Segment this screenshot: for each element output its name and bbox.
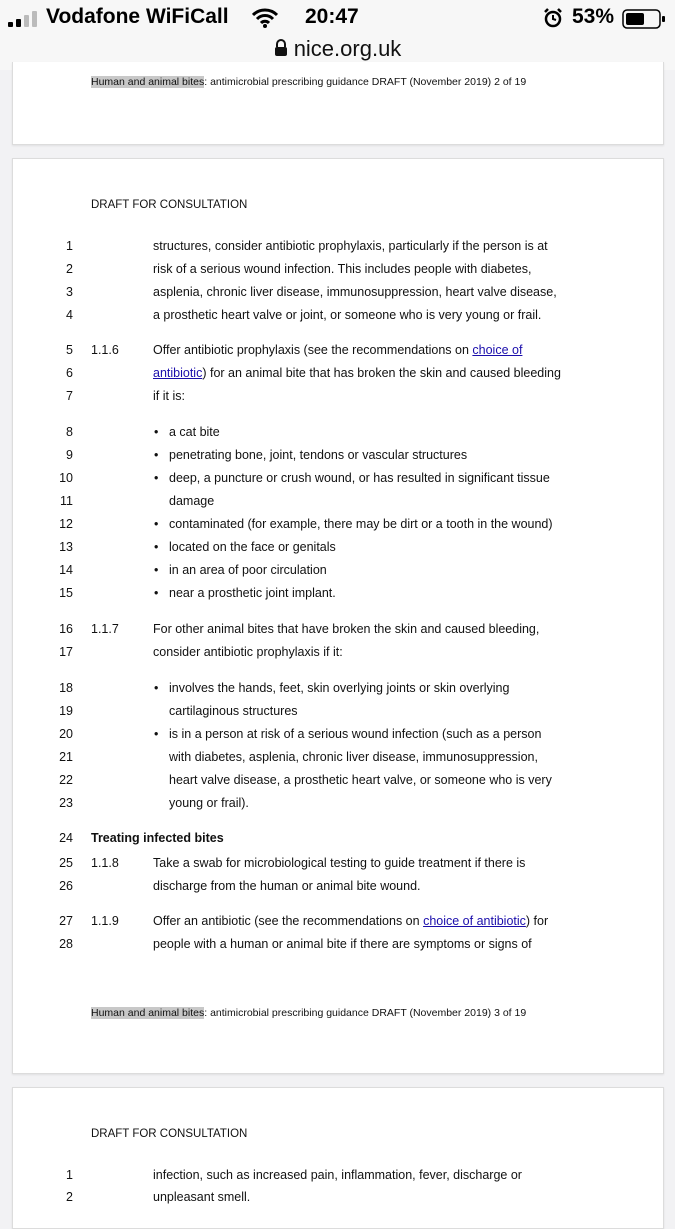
bullet-text: penetrating bone, joint, tendons or vascular structures — [169, 448, 468, 462]
status-bar — [0, 0, 675, 34]
bullet-icon: • — [154, 540, 159, 554]
bullet-text: deep, a puncture or crush wound, or has resulted in significant tissue — [169, 471, 550, 485]
bullet-text: involves the hands, feet, skin overlying joints or skin overlying — [169, 681, 510, 695]
doc-line: structures, consider antibiotic prophylaxis, particularly if the person is at — [153, 239, 548, 253]
doc-line: people with a human or animal bite if there are symptoms or signs of — [153, 937, 532, 951]
pdf-page-3 — [12, 158, 664, 1074]
line-number: 6 — [66, 366, 73, 380]
page-2-footer — [91, 76, 526, 88]
doc-line: For other animal bites that have broken the skin and caused bleeding, — [153, 622, 540, 636]
alarm-clock-icon — [543, 8, 563, 28]
footer-highlight: Human and animal bites — [91, 1007, 205, 1019]
line-number: 11 — [60, 494, 73, 508]
line-number: 8 — [66, 425, 73, 439]
lock-icon — [274, 39, 288, 57]
bullet-text: in an area of poor circulation — [169, 563, 327, 577]
doc-line: Take a swab for microbiological testing to guide treatment if there is — [153, 856, 526, 870]
rec-number: 1.1.6 — [91, 343, 119, 357]
bullet-icon: • — [154, 563, 159, 577]
bullet-text: near a prosthetic joint implant. — [169, 586, 336, 600]
bullet-text: damage — [169, 494, 215, 508]
bullet-text: contaminated (for example, there may be dirt or a tooth in the wound) — [169, 517, 553, 531]
line-number: 24 — [59, 831, 73, 845]
line-number: 20 — [59, 727, 73, 741]
line-number: 22 — [59, 773, 73, 787]
doc-line: infection, such as increased pain, inflammation, fever, discharge or — [153, 1168, 522, 1182]
footer-highlight: Human and animal bites — [91, 76, 205, 88]
choice-of-antibiotic-link[interactable]: choice of — [472, 343, 523, 357]
line-number: 9 — [66, 448, 73, 462]
text-span: ) for — [525, 914, 549, 928]
pdf-page-2 — [12, 62, 664, 145]
doc-line: risk of a serious wound infection. This includes people with diabetes, — [153, 262, 532, 276]
antibiotic-link[interactable]: antibiotic — [153, 366, 203, 380]
rec-number: 1.1.9 — [91, 914, 119, 928]
page-header: DRAFT FOR CONSULTATION — [91, 1128, 248, 1140]
footer-text: : antimicrobial prescribing guidance DRAFT (November 2019) 3 of 19 — [204, 1007, 527, 1019]
line-number: 27 — [59, 914, 73, 928]
url-domain: nice.org.uk — [293, 36, 402, 61]
signal-bars-icon — [8, 11, 42, 27]
line-number: 4 — [66, 308, 73, 322]
doc-line — [153, 343, 522, 357]
line-number: 17 — [59, 645, 73, 659]
choice-of-antibiotic-link[interactable]: choice of antibiotic — [423, 914, 526, 928]
doc-line: a prosthetic heart valve or joint, or someone who is very young or frail. — [153, 308, 542, 322]
line-number: 23 — [59, 796, 73, 810]
text-span: Offer antibiotic prophylaxis (see the recommendations on — [153, 343, 473, 357]
pdf-page-4 — [12, 1087, 664, 1229]
doc-line: discharge from the human or animal bite wound. — [153, 879, 421, 893]
line-number: 16 — [59, 622, 73, 636]
bullet-icon: • — [154, 681, 159, 695]
page-header: DRAFT FOR CONSULTATION — [91, 199, 248, 211]
bullet-text: young or frail). — [169, 796, 249, 810]
line-number: 21 — [59, 750, 73, 764]
line-number: 2 — [66, 1190, 73, 1204]
battery-icon — [622, 9, 666, 29]
bullet-icon: • — [154, 471, 159, 485]
line-number: 10 — [59, 471, 73, 485]
line-number: 2 — [66, 262, 73, 276]
bullet-text: with diabetes, asplenia, chronic liver disease, immunosuppression, — [169, 750, 538, 764]
line-number: 1 — [66, 239, 73, 253]
bullet-icon: • — [154, 586, 159, 600]
footer-text: : antimicrobial prescribing guidance DRAFT (November 2019) 2 of 19 — [204, 76, 527, 88]
carrier-label: Vodafone WiFiCall — [46, 5, 229, 28]
battery-percent: 53% — [572, 5, 615, 28]
line-number: 18 — [59, 681, 73, 695]
section-heading: Treating infected bites — [91, 831, 224, 845]
line-number: 3 — [66, 285, 73, 299]
bullet-icon: • — [154, 425, 159, 439]
bullet-icon: • — [154, 727, 159, 741]
doc-line: asplenia, chronic liver disease, immunosuppression, heart valve disease, — [153, 285, 557, 299]
bullet-text: a cat bite — [169, 425, 220, 439]
doc-line — [153, 366, 561, 380]
page-3-footer — [91, 1007, 526, 1019]
clock-time: 20:47 — [305, 5, 359, 28]
line-number: 1 — [66, 1168, 73, 1182]
wifi-icon — [252, 8, 278, 28]
line-number: 26 — [59, 879, 73, 893]
text-span: Offer an antibiotic (see the recommendations on — [153, 914, 424, 928]
doc-line: consider antibiotic prophylaxis if it: — [153, 645, 343, 659]
doc-line — [153, 914, 548, 928]
bullet-icon: • — [154, 448, 159, 462]
rec-number: 1.1.8 — [91, 856, 119, 870]
text-span: ) for an animal bite that has broken the skin and caused bleeding — [202, 366, 561, 380]
bullet-text: cartilaginous structures — [169, 704, 298, 718]
doc-line: if it is: — [153, 389, 185, 403]
bullet-text: heart valve disease, a prosthetic heart valve, or someone who is very — [169, 773, 552, 787]
line-number: 13 — [59, 540, 73, 554]
rec-number: 1.1.7 — [91, 622, 119, 636]
line-number: 15 — [59, 586, 73, 600]
bullet-text: is in a person at risk of a serious wound infection (such as a person — [169, 727, 542, 741]
line-number: 14 — [59, 563, 73, 577]
doc-line: unpleasant smell. — [153, 1190, 251, 1204]
line-number: 19 — [59, 704, 73, 718]
line-number: 7 — [66, 389, 73, 403]
line-number: 25 — [59, 856, 73, 870]
line-number: 5 — [66, 343, 73, 357]
bullet-text: located on the face or genitals — [169, 540, 336, 554]
line-number: 12 — [59, 517, 73, 531]
line-number: 28 — [59, 937, 73, 951]
bullet-icon: • — [154, 517, 159, 531]
